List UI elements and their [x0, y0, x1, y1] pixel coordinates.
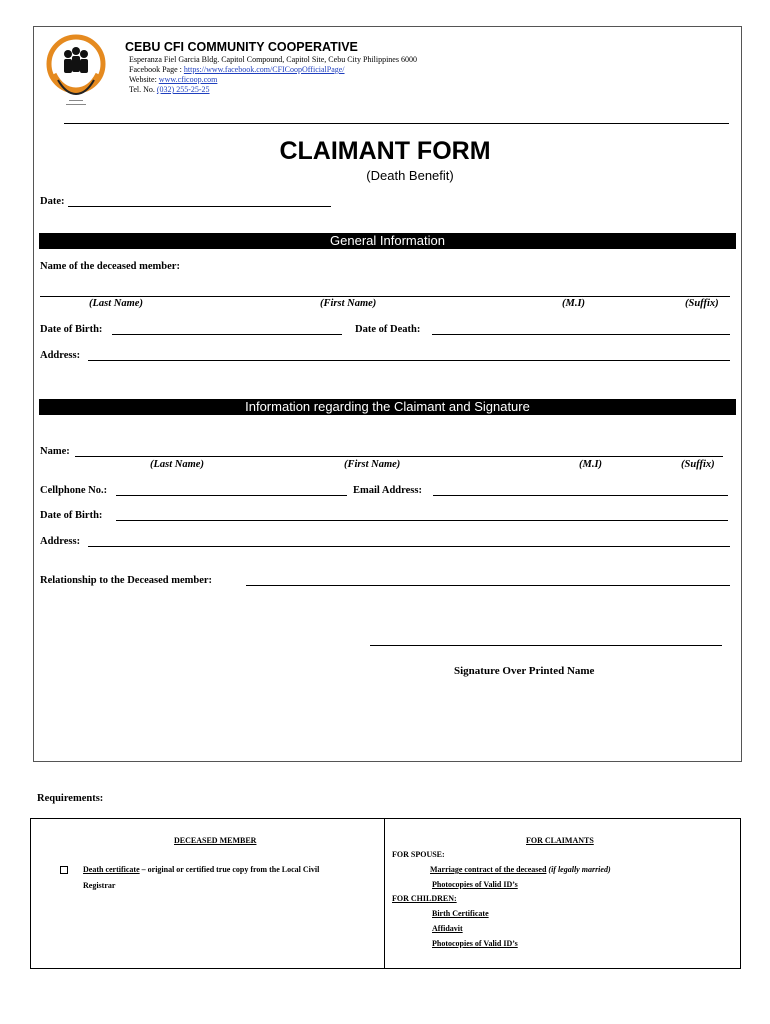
children-item-birth-cert: Birth Certificate: [432, 909, 489, 918]
claimant-dob-field[interactable]: [116, 520, 728, 521]
death-certificate-label: Death certificate: [83, 865, 140, 874]
claimant-info-heading: Information regarding the Claimant and Signature: [39, 399, 736, 415]
claimant-name-label: Name:: [40, 446, 70, 457]
death-certificate-desc: – original or certified true copy from the Local Civil: [139, 865, 320, 874]
form-subtitle: (Death Benefit): [366, 168, 454, 183]
cooperative-logo: [44, 34, 108, 108]
facebook-line: [129, 65, 345, 74]
email-label: Email Address:: [353, 485, 422, 496]
tel-label: Tel. No.: [129, 85, 155, 94]
for-claimants-heading: FOR CLAIMANTS: [526, 836, 594, 845]
cellphone-field[interactable]: [116, 495, 347, 496]
form-title: CLAIMANT FORM: [279, 137, 491, 165]
claimant-address-field[interactable]: [88, 546, 730, 547]
deceased-suffix-caption: (Suffix): [685, 298, 719, 309]
requirements-heading: Requirements:: [37, 793, 104, 804]
claimant-dob-label: Date of Birth:: [40, 510, 103, 521]
spouse-item-marriage: [430, 865, 611, 874]
deceased-last-name-caption: (Last Name): [89, 298, 143, 309]
tel-line: [129, 85, 210, 94]
tel-link[interactable]: (032) 255-25-25: [156, 85, 210, 94]
relationship-label: Relationship to the Deceased member:: [40, 575, 213, 586]
requirements-table: [30, 818, 741, 969]
children-item-affidavit: Affidavit: [432, 924, 463, 933]
deceased-address-field[interactable]: [88, 360, 730, 361]
website-line: [129, 75, 217, 84]
claimant-name-field[interactable]: [75, 456, 723, 457]
general-info-heading: General Information: [39, 233, 736, 249]
signature-field[interactable]: [370, 645, 722, 646]
deceased-dob-label: Date of Birth:: [40, 324, 103, 335]
deceased-address-label: Address:: [40, 350, 81, 361]
deceased-member-heading: DECEASED MEMBER: [174, 836, 257, 845]
deceased-mi-caption: (M.I): [562, 298, 586, 309]
children-item-ids: Photocopies of Valid ID’s: [432, 939, 518, 948]
email-field[interactable]: [433, 495, 728, 496]
cellphone-label: Cellphone No.:: [40, 485, 108, 496]
deceased-name-field[interactable]: [40, 296, 730, 297]
claimant-address-label: Address:: [40, 536, 81, 547]
deceased-dod-label: Date of Death:: [355, 324, 421, 335]
facebook-label: Facebook Page :: [129, 65, 182, 74]
claimant-mi-caption: (M.I): [579, 459, 603, 470]
date-label: Date:: [40, 196, 65, 207]
website-link[interactable]: www.cficoop.com: [158, 75, 218, 84]
deceased-dod-field[interactable]: [432, 334, 730, 335]
marriage-contract-note: (if legally married): [546, 865, 611, 874]
death-certificate-item: [83, 865, 319, 874]
deceased-first-name-caption: (First Name): [320, 298, 377, 309]
deceased-name-label: Name of the deceased member:: [40, 261, 180, 272]
for-spouse-label: FOR SPOUSE:: [392, 850, 445, 859]
org-address: Esperanza Fiel Garcia Bldg. Capitol Compound, Capitol Site, Cebu City Philippines 6000: [129, 55, 417, 64]
claimant-first-name-caption: (First Name): [344, 459, 401, 470]
header-divider: [64, 123, 729, 124]
spouse-item-ids: Photocopies of Valid ID’s: [432, 880, 518, 889]
death-certificate-checkbox[interactable]: [60, 866, 68, 874]
claimant-suffix-caption: (Suffix): [681, 459, 715, 470]
date-field[interactable]: [68, 206, 331, 207]
death-certificate-desc-2: Registrar: [83, 881, 116, 890]
relationship-field[interactable]: [246, 585, 730, 586]
claimant-last-name-caption: (Last Name): [150, 459, 204, 470]
website-label: Website:: [129, 75, 157, 84]
requirements-divider: [384, 818, 385, 969]
facebook-link[interactable]: https://www.facebook.com/CFICoopOfficialPage/: [183, 65, 345, 74]
marriage-contract-label: Marriage contract of the deceased: [430, 865, 547, 874]
signature-caption: Signature Over Printed Name: [454, 665, 595, 677]
for-children-label: FOR CHILDREN:: [392, 894, 457, 903]
org-name: CEBU CFI COMMUNITY COOPERATIVE: [125, 40, 358, 54]
deceased-dob-field[interactable]: [112, 334, 342, 335]
